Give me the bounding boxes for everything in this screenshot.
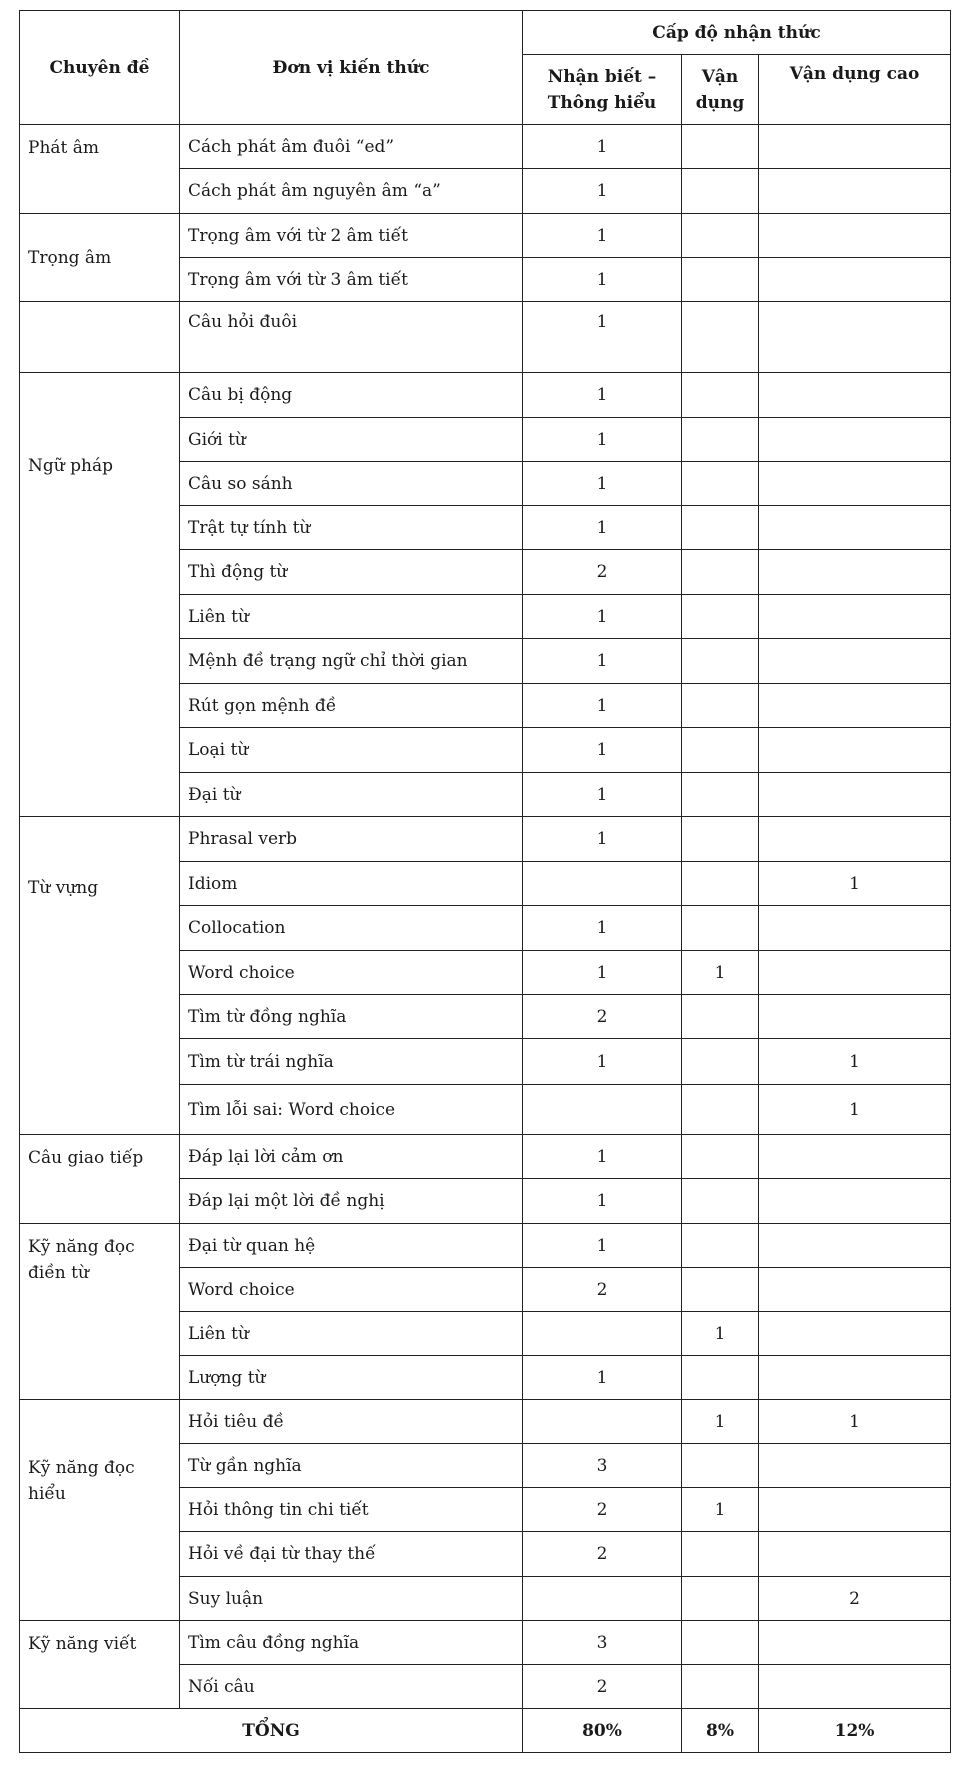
- unit-cell: Liên từ: [180, 595, 523, 639]
- level1-cell: 1: [523, 418, 682, 462]
- level1-cell: 3: [523, 1444, 682, 1488]
- level2-cell: [682, 125, 759, 169]
- level2-cell: [682, 1356, 759, 1400]
- level1-cell: 1: [523, 773, 682, 817]
- unit-cell: Tìm câu đồng nghĩa: [180, 1621, 523, 1665]
- level1-cell: 1: [523, 728, 682, 773]
- level2-cell: [682, 595, 759, 639]
- level3-cell: [759, 1444, 951, 1488]
- level1-cell: 2: [523, 550, 682, 595]
- level2-cell: [682, 862, 759, 906]
- level3-cell: [759, 214, 951, 258]
- level2-cell: [682, 728, 759, 773]
- topic-cell: Kỹ năng đọc hiểu: [20, 1400, 180, 1621]
- unit-cell: Suy luận: [180, 1577, 523, 1621]
- level3-cell: [759, 1532, 951, 1577]
- unit-cell: Hỏi tiêu đề: [180, 1400, 523, 1444]
- level3-cell: [759, 550, 951, 595]
- level1-cell: 1: [523, 595, 682, 639]
- level3-cell: [759, 1621, 951, 1665]
- level3-cell: [759, 1356, 951, 1400]
- level3-cell: [759, 1312, 951, 1356]
- level1-cell: 1: [523, 506, 682, 550]
- level1-cell: 1: [523, 258, 682, 302]
- unit-cell: Tìm từ đồng nghĩa: [180, 995, 523, 1039]
- unit-cell: Cách phát âm đuôi “ed”: [180, 125, 523, 169]
- topic-cell: Trọng âm: [20, 214, 180, 302]
- level2-cell: [682, 418, 759, 462]
- topic-cell: Ngữ pháp: [20, 373, 180, 817]
- unit-cell: Trật tự tính từ: [180, 506, 523, 550]
- level3-cell: [759, 951, 951, 995]
- level2-cell: [682, 1179, 759, 1224]
- topic-cell: Phát âm: [20, 125, 180, 214]
- level2-cell: [682, 373, 759, 418]
- unit-cell: Giới từ: [180, 418, 523, 462]
- level2-cell: [682, 462, 759, 506]
- unit-cell: Từ gần nghĩa: [180, 1444, 523, 1488]
- knowledge-matrix-table: [19, 10, 951, 1753]
- topic-cell: Từ vựng: [20, 817, 180, 1135]
- level1-cell: 2: [523, 1488, 682, 1532]
- unit-cell: Collocation: [180, 906, 523, 951]
- level1-cell: 1: [523, 302, 682, 373]
- level2-cell: [682, 169, 759, 214]
- level2-cell: [682, 1444, 759, 1488]
- unit-cell: Trọng âm với từ 3 âm tiết: [180, 258, 523, 302]
- level3-cell: [759, 995, 951, 1039]
- level1-cell: [523, 1400, 682, 1444]
- unit-cell: Đại từ: [180, 773, 523, 817]
- level1-cell: [523, 1577, 682, 1621]
- level2-cell: [682, 684, 759, 728]
- unit-cell: Câu so sánh: [180, 462, 523, 506]
- unit-cell: Đáp lại một lời đề nghị: [180, 1179, 523, 1224]
- topic-cell: Câu giao tiếp: [20, 1135, 180, 1224]
- level2-cell: 1: [682, 1312, 759, 1356]
- level3-cell: [759, 1224, 951, 1268]
- total-label: TỔNG: [20, 1709, 523, 1753]
- level2-cell: [682, 1621, 759, 1665]
- unit-cell: Phrasal verb: [180, 817, 523, 862]
- level1-cell: 1: [523, 684, 682, 728]
- header-level-apply: Vận dụng: [682, 55, 759, 125]
- level2-cell: [682, 1135, 759, 1179]
- level3-cell: [759, 169, 951, 214]
- level3-cell: 1: [759, 1400, 951, 1444]
- unit-cell: Idiom: [180, 862, 523, 906]
- level3-cell: [759, 418, 951, 462]
- level1-cell: 2: [523, 1268, 682, 1312]
- unit-cell: Word choice: [180, 951, 523, 995]
- level1-cell: [523, 1312, 682, 1356]
- level3-cell: [759, 1665, 951, 1709]
- level3-cell: 1: [759, 1039, 951, 1085]
- unit-cell: Trọng âm với từ 2 âm tiết: [180, 214, 523, 258]
- unit-cell: Loại từ: [180, 728, 523, 773]
- level2-cell: [682, 302, 759, 373]
- level3-cell: [759, 1268, 951, 1312]
- unit-cell: Đại từ quan hệ: [180, 1224, 523, 1268]
- level1-cell: [523, 1085, 682, 1135]
- header-levels-group: Cấp độ nhận thức: [523, 11, 951, 55]
- level1-cell: 1: [523, 1224, 682, 1268]
- level2-cell: [682, 1224, 759, 1268]
- level3-cell: [759, 684, 951, 728]
- level2-cell: [682, 1532, 759, 1577]
- total-level1: 80%: [523, 1709, 682, 1753]
- level3-cell: [759, 258, 951, 302]
- level3-cell: [759, 302, 951, 373]
- level3-cell: [759, 906, 951, 951]
- level2-cell: 1: [682, 1400, 759, 1444]
- unit-cell: Mệnh đề trạng ngữ chỉ thời gian: [180, 639, 523, 684]
- level2-cell: [682, 258, 759, 302]
- topic-cell: [20, 302, 180, 373]
- level2-cell: [682, 506, 759, 550]
- level1-cell: 1: [523, 1135, 682, 1179]
- unit-cell: Tìm từ trái nghĩa: [180, 1039, 523, 1085]
- level3-cell: [759, 125, 951, 169]
- unit-cell: Câu hỏi đuôi: [180, 302, 523, 373]
- level3-cell: [759, 1488, 951, 1532]
- level2-cell: [682, 1039, 759, 1085]
- unit-cell: Câu bị động: [180, 373, 523, 418]
- level1-cell: 1: [523, 169, 682, 214]
- level1-cell: 1: [523, 1039, 682, 1085]
- level1-cell: 2: [523, 1532, 682, 1577]
- level1-cell: 1: [523, 373, 682, 418]
- level1-cell: 1: [523, 906, 682, 951]
- level3-cell: [759, 1179, 951, 1224]
- unit-cell: Đáp lại lời cảm ơn: [180, 1135, 523, 1179]
- header-level-recognize: Nhận biết – Thông hiểu: [523, 55, 682, 125]
- level3-cell: 1: [759, 862, 951, 906]
- level1-cell: 1: [523, 951, 682, 995]
- level2-cell: [682, 995, 759, 1039]
- level1-cell: 1: [523, 639, 682, 684]
- unit-cell: Cách phát âm nguyên âm “a”: [180, 169, 523, 214]
- level3-cell: 2: [759, 1577, 951, 1621]
- level1-cell: [523, 862, 682, 906]
- level2-cell: [682, 906, 759, 951]
- header-topic: Chuyên đề: [20, 11, 180, 125]
- unit-cell: Liên từ: [180, 1312, 523, 1356]
- unit-cell: Nối câu: [180, 1665, 523, 1709]
- level1-cell: 2: [523, 1665, 682, 1709]
- total-level3: 12%: [759, 1709, 951, 1753]
- level1-cell: 1: [523, 462, 682, 506]
- level2-cell: [682, 817, 759, 862]
- topic-cell: Kỹ năng viết: [20, 1621, 180, 1709]
- level2-cell: [682, 639, 759, 684]
- level2-cell: [682, 214, 759, 258]
- unit-cell: Tìm lỗi sai: Word choice: [180, 1085, 523, 1135]
- unit-cell: Word choice: [180, 1268, 523, 1312]
- level2-cell: [682, 1268, 759, 1312]
- unit-cell: Rút gọn mệnh đề: [180, 684, 523, 728]
- level2-cell: [682, 1665, 759, 1709]
- level3-cell: [759, 728, 951, 773]
- level2-cell: [682, 550, 759, 595]
- level1-cell: 3: [523, 1621, 682, 1665]
- level3-cell: [759, 773, 951, 817]
- unit-cell: Hỏi về đại từ thay thế: [180, 1532, 523, 1577]
- level3-cell: [759, 373, 951, 418]
- level2-cell: [682, 773, 759, 817]
- level3-cell: [759, 1135, 951, 1179]
- level3-cell: [759, 506, 951, 550]
- level3-cell: [759, 639, 951, 684]
- level1-cell: 1: [523, 214, 682, 258]
- level1-cell: 1: [523, 125, 682, 169]
- level1-cell: 2: [523, 995, 682, 1039]
- level2-cell: [682, 1577, 759, 1621]
- level3-cell: 1: [759, 1085, 951, 1135]
- total-level2: 8%: [682, 1709, 759, 1753]
- unit-cell: Thì động từ: [180, 550, 523, 595]
- level2-cell: [682, 1085, 759, 1135]
- header-level-advanced: Vận dụng cao: [759, 55, 951, 125]
- level1-cell: 1: [523, 1179, 682, 1224]
- topic-cell: Kỹ năng đọc điền từ: [20, 1224, 180, 1400]
- unit-cell: Hỏi thông tin chi tiết: [180, 1488, 523, 1532]
- level3-cell: [759, 595, 951, 639]
- level2-cell: 1: [682, 951, 759, 995]
- header-unit: Đơn vị kiến thức: [180, 11, 523, 125]
- level2-cell: 1: [682, 1488, 759, 1532]
- level1-cell: 1: [523, 817, 682, 862]
- level3-cell: [759, 462, 951, 506]
- level3-cell: [759, 817, 951, 862]
- unit-cell: Lượng từ: [180, 1356, 523, 1400]
- level1-cell: 1: [523, 1356, 682, 1400]
